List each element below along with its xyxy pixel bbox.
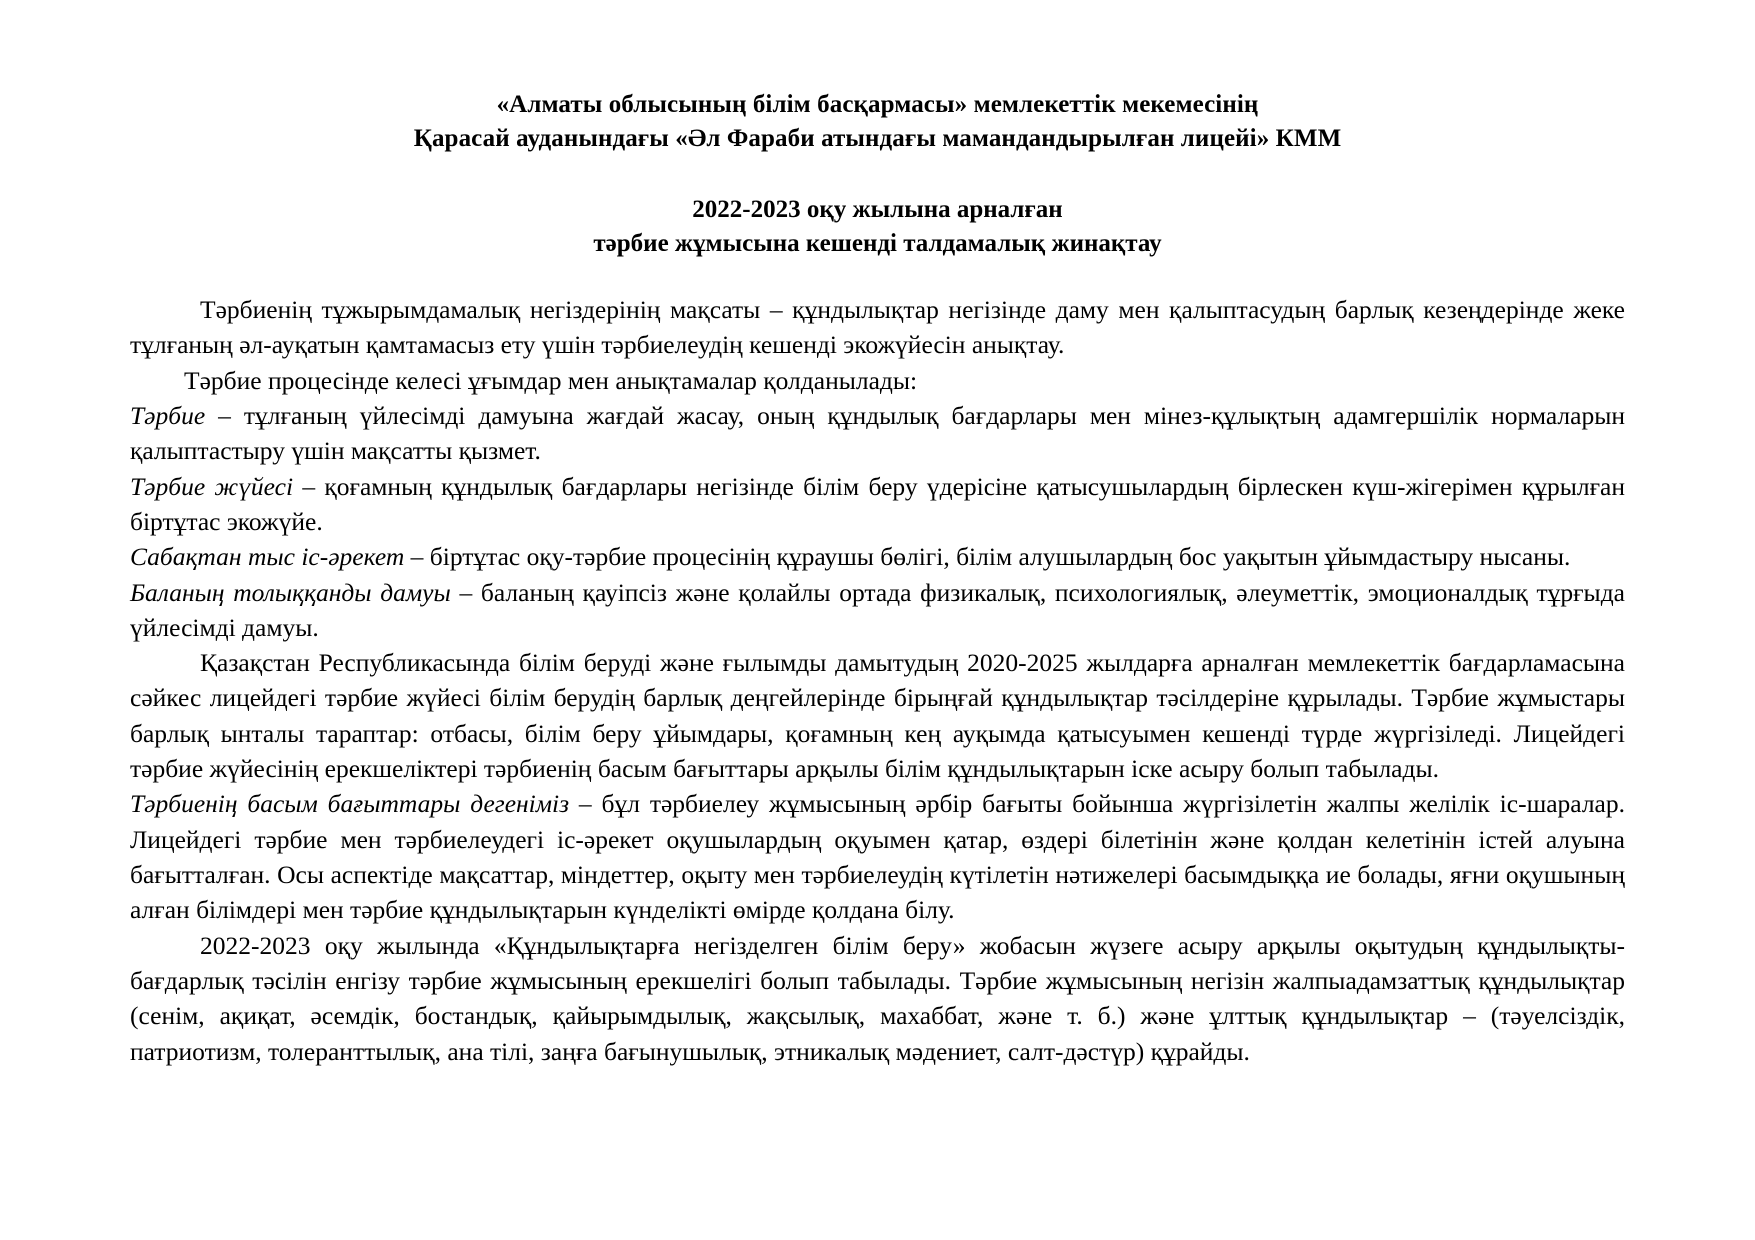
definition-basym-bagyttary — [130, 786, 1625, 927]
paragraph-state-program: Қазақстан Республикасында білім беруді және ғылымды дамытудың 2020-2025 жылдарға арналған мемлекеттік бағдарламасына сәйкес лицейдегі тәрбие жүйесі білім берудің барлық деңгейлерінде бірыңғай құндылықтар тәсілдеріне құрылады. Тәрбие жұмыстары барлық ынталы тараптар: отбасы, білім беру ұйымдары, қоғамның кең ауқымда қатысуымен кешенді түрде жүргізіледі. Лицейдегі тәрбие жүйесінің ерекшеліктері тәрбиенің басым бағыттары арқылы білім құндылықтарын іске асыру болып табылады. — [130, 648, 1625, 784]
definition-term: Сабақтан тыс іс-әрекет — [130, 542, 405, 572]
paragraph-terms-intro: Тәрбие процесінде келесі ұғымдар мен анықтамалар қолданылады: — [184, 365, 918, 395]
header-line-1: «Алматы облысының білім басқармасы» мемлекеттік мекемесінің — [496, 91, 1259, 118]
document-body — [130, 292, 1625, 1069]
subtitle-line-1: 2022-2023 оқу жылына арналған — [692, 196, 1063, 223]
definition-sabaqtan-tys — [130, 539, 1625, 574]
definition-tarbie-zhuiesi — [130, 469, 1625, 540]
definition-text: – қоғамның құндылық бағдарлары негізінде білім беру үдерісіне қатысушылардың бірлескен күш-жігерімен құрылған біртұтас экожүйе. — [130, 471, 1626, 536]
subtitle-line-2: тәрбие жұмысына кешенді талдамалық жинақтау — [593, 229, 1162, 257]
header-line-2: Қарасай ауданындағы «Әл Фараби атындағы мамандандырылған лицейі» КММ — [413, 124, 1342, 152]
definition-term: Тәрбие жүйесі — [130, 471, 294, 501]
document-subtitle — [130, 193, 1625, 260]
definition-tarbie — [130, 398, 1625, 469]
definition-balanyn-damuy — [130, 575, 1625, 646]
definition-text: – тұлғаның үйлесімді дамуына жағдай жасау, оның құндылық бағдарлары мен мінез-құлықтың адамгершілік нормаларын қалыптастыру үшін мақсатты қызмет. — [130, 400, 1625, 466]
document-header — [130, 88, 1625, 155]
definition-term: Баланың толыққанды дамуы — [130, 577, 451, 607]
definition-text: – баланың қауіпсіз және қолайлы ортада физикалық, психологиялық, әлеуметтік, эмоционалдық тұрғыда үйлесімді дамуы. — [130, 577, 1625, 642]
definition-term: Тәрбиенің басым бағыттары дегеніміз — [130, 789, 570, 819]
paragraph-purpose: Тәрбиенің тұжырымдамалық негіздерінің мақсаты – құндылықтар негізінде даму мен қалыптасудың барлық кезеңдерінде жеке тұлғаның әл-ауқатын қамтамасыз ету үшін тәрбиелеудің кешенді экожүйесін анықтау. — [130, 295, 1625, 360]
paragraph-school-year-project: 2022-2023 оқу жылында «Құндылықтарға негізделген білім беру» жобасын жүзеге асыру арқылы оқытудың құндылықты-бағдарлық тәсілін енгізу тәрбие жұмысының ерекшелігі болып табылады. Тәрбие жұмысының негізін жалпыадамзаттық құндылықтар (сенім, ақиқат, әсемдік, бостандық, қайырымдылық, жақсылық, махаббат, және т. б.) және ұлттық құндылықтар – (тәуелсіздік, патриотизм, толеранттылық, ана тілі, заңға бағынушылық, этникалық мәдениет, салт-дәстүр) құрайды. — [130, 930, 1625, 1066]
definition-text: – біртұтас оқу-тәрбие процесінің құраушы бөлігі, білім алушылардың бос уақытын ұйымдастыру нысаны. — [404, 542, 1571, 572]
definition-term: Тәрбие — [130, 400, 206, 430]
definition-text: – бұл тәрбиелеу жұмысының әрбір бағыты бойынша жүргізілетін жалпы желілік іс-шаралар. Лицейдегі тәрбие мен тәрбиелеудегі іс-әрекет оқушылардың оқуымен қатар, өздері білетінін және қолдан келетінін істей алуына бағытталған. Осы аспектіде мақсаттар, міндеттер, оқыту мен тәрбиелеудің күтілетін нәтижелері басымдыққа ие болады, яғни оқушының алған білімдері мен тәрбие құндылықтарын күнделікті өмірде қолдана білу. — [130, 789, 1625, 925]
